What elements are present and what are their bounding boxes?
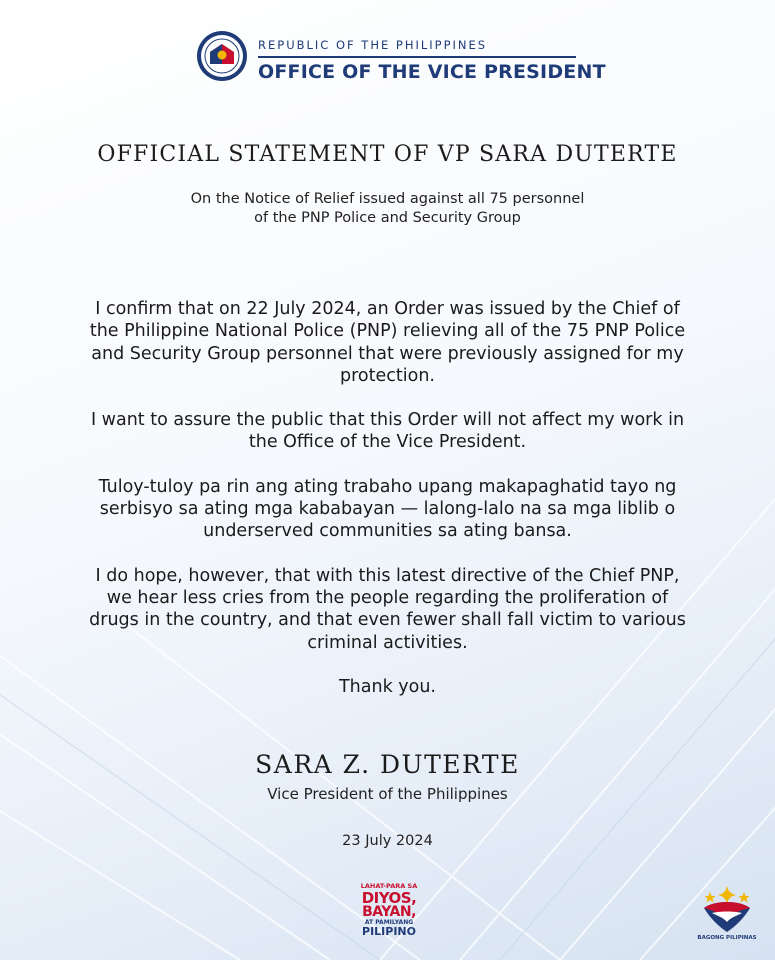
closing: Thank you. [338, 676, 436, 697]
slogan-line: DIYOS, [361, 889, 417, 907]
statement-date: 23 July 2024 [342, 833, 433, 849]
signatory-position: Vice President of the Philippines [267, 785, 508, 803]
subtitle-line: On the Notice of Relief issued against all 75 personnel [190, 191, 585, 207]
paragraph: I confirm that on 22 July 2024, an Order was issued by the Chief of the Philippine National Police (PNP) relieving all of the 75 PNP Police and Security Group personnel that were previously assigned for my protection. [89, 299, 686, 386]
slogan-line: PILIPINO [362, 925, 416, 938]
statement-title: OFFICIAL STATEMENT OF VP SARA DUTERTE [97, 142, 678, 167]
slogan-line: BAYAN, [362, 904, 416, 920]
republic-label: REPUBLIC OF THE PHILIPPINES [258, 38, 488, 52]
bagong-pilipinas-label: BAGONG PILIPINAS [697, 935, 757, 941]
office-name: OFFICE OF THE VICE PRESIDENT [258, 61, 606, 83]
paragraph: I want to assure the public that this Order will not affect my work in the Office of the Vice President. [90, 410, 685, 453]
bagong-pilipinas-logo [692, 886, 762, 946]
statement-body [85, 298, 690, 720]
slogan-line: AT PAMILYANG [364, 919, 414, 926]
bagong-pilipinas-icon [700, 886, 754, 934]
slogan-line: LAHAT-PARA SA [360, 882, 418, 890]
ovp-seal-icon [196, 30, 248, 82]
signatory-name: SARA Z. DUTERTE [255, 750, 520, 779]
subtitle-line: of the PNP Police and Security Group [254, 210, 521, 226]
header-rule [258, 56, 576, 58]
header [196, 30, 606, 86]
paragraph: I do hope, however, that with this latest directive of the Chief PNP, we hear less cries from the people regarding the proliferation of drugs in the country, and that even fewer shall fall victim to various criminal activities. [89, 565, 686, 653]
paragraph: Tuloy-tuloy pa rin ang ating trabaho upang makapaghatid tayo ng serbisyo sa ating mga kababayan — lalong-lalo na sa mga liblib o underserved communities sa ating bansa. [98, 476, 677, 542]
statement-subtitle [0, 190, 775, 228]
slogan-logo [356, 882, 422, 942]
